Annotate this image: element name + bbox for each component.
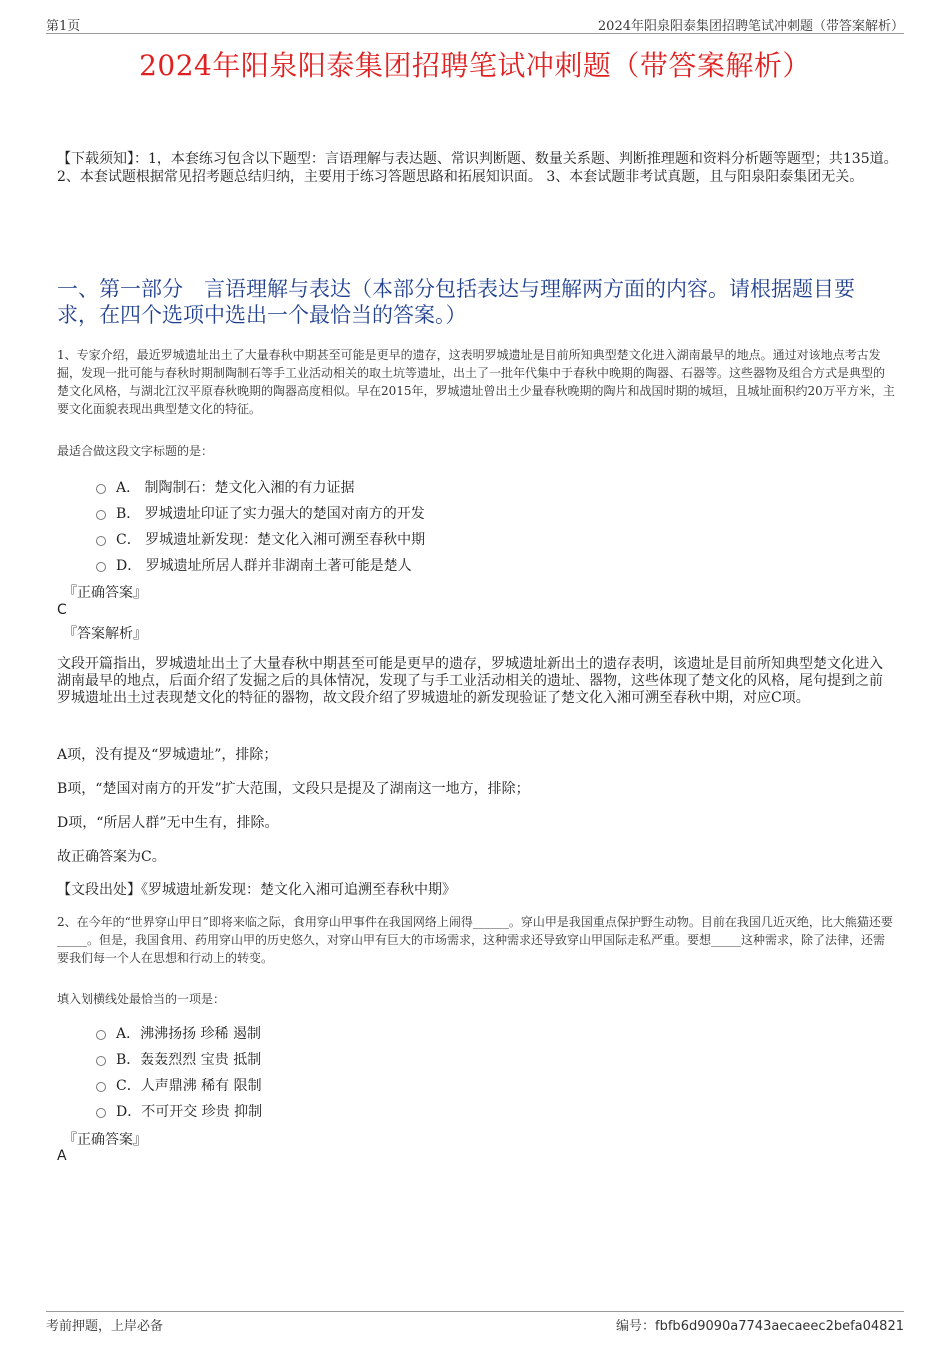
- option-label: C． 罗城遗址新发现：楚文化入湘可溯至春秋中期: [116, 532, 426, 548]
- option-label: C．人声鼎沸 稀有 限制: [116, 1078, 262, 1094]
- question-2-answer-label: 『正确答案』: [63, 1132, 147, 1148]
- question-2-option-b[interactable]: [96, 1049, 261, 1069]
- radio-icon[interactable]: [96, 536, 106, 546]
- question-1-source: 【文段出处】《罗城遗址新发现：楚文化入湘可追溯至春秋中期》: [57, 882, 456, 898]
- footer-code-value: fbfb6d9090a7743aecaeec2befa04821: [655, 1319, 904, 1334]
- option-label: A． 制陶制石：楚文化入湘的有力证据: [116, 480, 355, 496]
- footer-slogan: 考前押题，上岸必备: [46, 1319, 164, 1334]
- header-doc-title: 2024年阳泉阳泰集团招聘笔试冲刺题（带答案解析）: [597, 19, 904, 34]
- question-1-note-a: A项，没有提及“罗城遗址”，排除；: [57, 747, 278, 763]
- radio-icon[interactable]: [96, 1108, 106, 1118]
- question-1-note-b: B项，“楚国对南方的开发”扩大范围，文段只是提及了湖南这一地方，排除；: [57, 781, 530, 797]
- download-notice: 【下载须知】：1，本套练习包含以下题型：言语理解与表达题、常识判断题、数量关系题、判断推理题和资料分析题等题型；共135道。 2、本套试题根据常见招考题总结归纳，主要用于练习答题思路和拓展知识面。 3、本套试题非考试真题，且与阳泉阳泰集团无关。: [57, 151, 898, 185]
- question-1-answer: C: [57, 602, 67, 618]
- question-1-option-b[interactable]: [96, 503, 425, 523]
- radio-icon[interactable]: [96, 1056, 106, 1066]
- radio-icon[interactable]: [96, 562, 106, 572]
- question-2-prompt: 填入划横线处最恰当的一项是：: [57, 992, 226, 1006]
- question-2-option-a[interactable]: [96, 1023, 261, 1043]
- page-title: 2024年阳泉阳泰集团招聘笔试冲刺题（带答案解析）: [139, 49, 811, 82]
- question-2-answer: A: [57, 1148, 67, 1164]
- page-number: 第1页: [46, 19, 81, 34]
- option-label: A．沸沸扬扬 珍稀 遏制: [116, 1026, 262, 1042]
- question-2-text: 2、在今年的“世界穿山甲日”即将来临之际，食用穿山甲事件在我国网络上闹得______。穿山甲是我国重点保护野生动物。目前在我国几近灭绝，比大熊猫还要_____。但是，我国食用、药用穿山甲的历史悠久，对穿山甲有巨大的市场需求，这种需求还导致穿山甲国际走私严重。要想_____这种需求，除了法律，还需要我们每一个人在思想和行动上的转变。: [57, 915, 893, 965]
- option-label: B．轰轰烈烈 宝贵 抵制: [116, 1052, 262, 1068]
- radio-icon[interactable]: [96, 1082, 106, 1092]
- question-1-answer-label: 『正确答案』: [63, 585, 147, 601]
- question-2-option-d[interactable]: [96, 1101, 262, 1121]
- question-1-option-d[interactable]: [96, 555, 412, 575]
- radio-icon[interactable]: [96, 510, 106, 520]
- option-label: B． 罗城遗址印证了实力强大的楚国对南方的开发: [116, 506, 425, 522]
- section-heading: 一、第一部分 言语理解与表达（本部分包括表达与理解两方面的内容。请根据题目要求，在四个选项中选出一个最恰当的答案。）: [57, 277, 855, 327]
- option-label: D．不可开交 珍贵 抑制: [116, 1104, 263, 1120]
- question-1-option-c[interactable]: [96, 529, 425, 549]
- question-1-analysis: 文段开篇指出，罗城遗址出土了大量春秋中期甚至可能是更早的遗存，罗城遗址新出土的遗存表明，该遗址是目前所知典型楚文化进入湖南最早的地点，后面介绍了发掘之后的具体情况，发现了与手工业活动相关的遗址、器物，这些体现了楚文化的风格，尾句提到之前罗城遗址出土过表现楚文化的特征的器物，故文段介绍了罗城遗址的新发现验证了楚文化入湘可溯至春秋中期，对应C项。: [57, 656, 883, 706]
- question-1-note-d: D项，“所居人群”无中生有，排除。: [57, 815, 279, 831]
- footer-code-label: 编号：: [616, 1319, 656, 1334]
- question-1-analysis-label: 『答案解析』: [63, 626, 147, 642]
- question-1-conclusion: 故正确答案为C。: [57, 849, 166, 865]
- question-1-prompt: 最适合做这段文字标题的是：: [57, 444, 214, 458]
- footer-code: [616, 1315, 904, 1334]
- question-1-text: 1、专家介绍，最近罗城遗址出土了大量春秋中期甚至可能是更早的遗存，这表明罗城遗址是目前所知典型楚文化进入湖南最早的地点。通过对该地点考古发掘，发现一批可能与春秋时期制陶制石等手工业活动相关的取土坑等遗址，出土了一批年代集中于春秋中晚期的陶器、石器等。这些器物及组合方式是典型的楚文化风格，与湖北江汉平原春秋晚期的陶器高度相似。早在2015年，罗城遗址曾出土少量春秋晚期的陶片和战国时期的城垣，且城址面积约20万平方米，主要文化面貌表现出典型楚文化的特征。: [57, 348, 895, 416]
- option-label: D． 罗城遗址所居人群并非湖南土著可能是楚人: [116, 558, 412, 574]
- footer-divider: [46, 1311, 904, 1312]
- question-2-option-c[interactable]: [96, 1075, 262, 1095]
- question-1-option-a[interactable]: [96, 477, 355, 497]
- radio-icon[interactable]: [96, 1030, 106, 1040]
- radio-icon[interactable]: [96, 484, 106, 494]
- header-divider: [46, 33, 904, 34]
